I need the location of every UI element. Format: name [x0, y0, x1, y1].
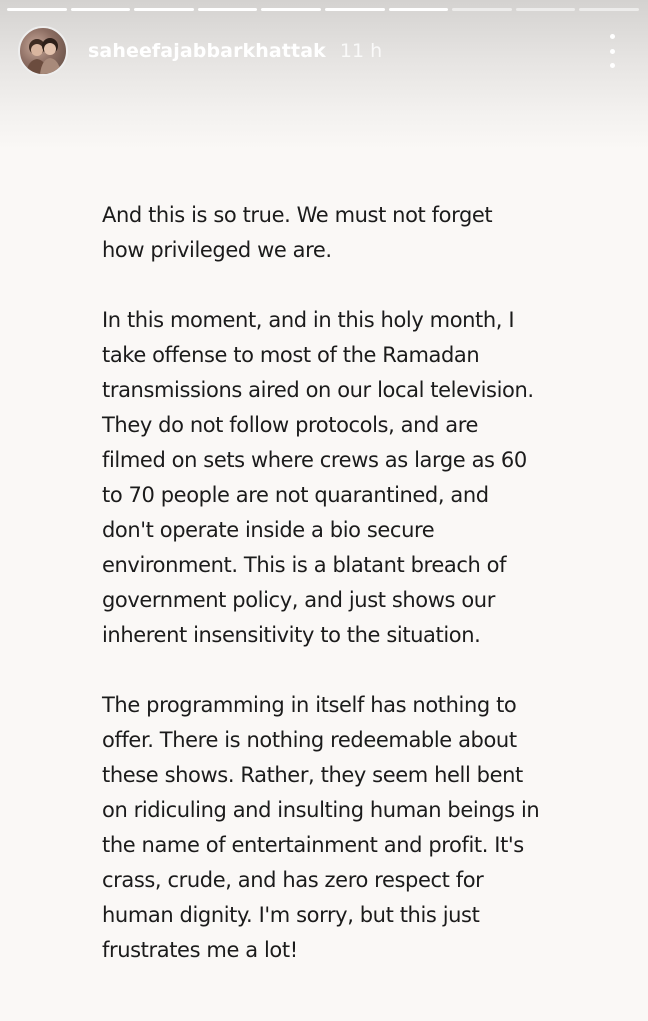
paragraph-1: And this is so true. We must not forget how privileged we are. — [102, 203, 493, 262]
progress-segment — [579, 8, 639, 11]
progress-segment — [452, 8, 512, 11]
paragraph-3: The programming in itself has nothing to offer. There is nothing redeemable about these shows. Rather, they seem hell bent on ridiculing and insulting human beings in the name of entertainment and profit. It's crass, crude, and has zero respect for human dignity. I'm sorry, but this just frustrates me a lot! — [102, 693, 540, 962]
story-progress-bar — [7, 8, 639, 11]
progress-segment — [7, 8, 67, 11]
more-vertical-icon-dot — [610, 63, 615, 68]
avatar[interactable] — [18, 26, 68, 76]
avatar-photo-icon — [20, 28, 66, 74]
progress-segment — [325, 8, 385, 11]
more-options-button[interactable] — [602, 34, 622, 68]
post-time: 11 h — [339, 40, 383, 62]
more-vertical-icon — [610, 34, 615, 39]
progress-segment — [198, 8, 258, 11]
progress-segment — [389, 8, 449, 11]
progress-segment — [71, 8, 131, 11]
progress-segment — [134, 8, 194, 11]
progress-segment — [261, 8, 321, 11]
story-header — [18, 26, 630, 76]
paragraph-2: In this moment, and in this holy month, I take offense to most of the Ramadan transmissions aired on our local television. They do not follow protocols, and are filmed on sets where crews as large as 60 to 70 people are not quarantined, and don't operate inside a bio secure environment. This is a blatant breach of government policy, and just shows our inherent insensitivity to the situation. — [102, 308, 534, 647]
progress-segment — [516, 8, 576, 11]
username[interactable]: saheefajabbarkhattak — [88, 40, 326, 62]
more-vertical-icon-dot — [610, 49, 615, 54]
story-text — [102, 198, 602, 1003]
